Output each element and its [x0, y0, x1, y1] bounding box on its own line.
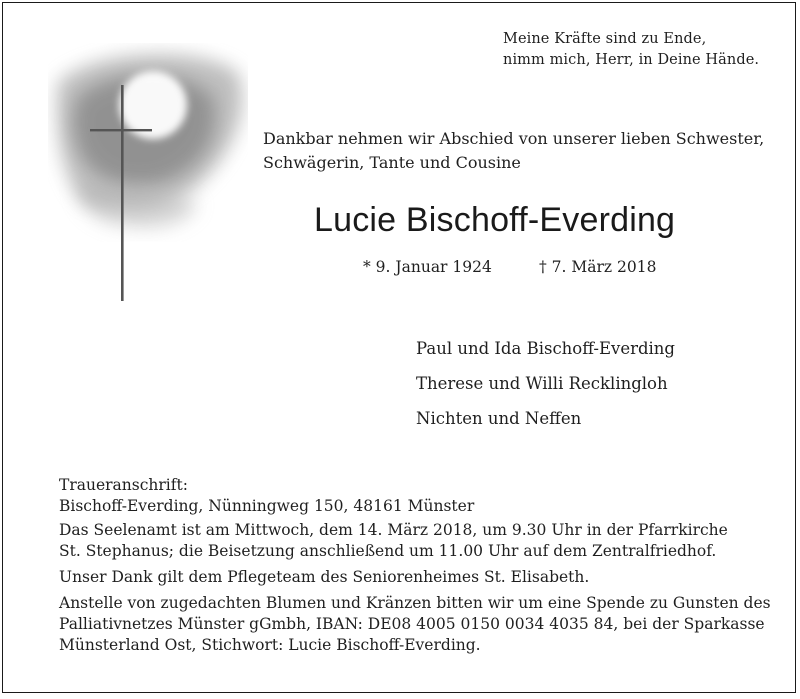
- mourner-1: Paul und Ida Bischoff-Everding: [416, 339, 675, 358]
- notice-details: [59, 475, 771, 661]
- quote-line-2: nimm mich, Herr, in Deine Hände.: [503, 52, 760, 68]
- death-date: † 7. März 2018: [539, 258, 657, 276]
- address-value: Bischoff-Everding, Nünningweg 150, 48161 Münster: [59, 497, 475, 515]
- obituary-notice: [2, 2, 796, 693]
- intro-line-1: Dankbar nehmen wir Abschied von unserer lieben Schwester,: [263, 129, 765, 148]
- funeral-service-info: [59, 520, 759, 562]
- donation-request: [59, 593, 771, 656]
- mourner-2: Therese und Willi Recklingloh: [416, 374, 668, 393]
- service-line-2: St. Stephanus; die Beisetzung anschließend um 11.00 Uhr auf dem Zentralfriedhof.: [59, 542, 717, 560]
- address-block: [59, 475, 759, 517]
- donation-line-3: Münsterland Ost, Stichwort: Lucie Bischoff-Everding.: [59, 636, 481, 654]
- intro-line-2: Schwägerin, Tante und Cousine: [263, 153, 521, 172]
- donation-line-1: Anstelle von zugedachten Blumen und Kränzen bitten wir um eine Spende zu Gunsten des: [59, 594, 771, 612]
- thanks-note: Unser Dank gilt dem Pflegeteam des Seniorenheimes St. Elisabeth.: [59, 568, 590, 586]
- mourners-list: [416, 337, 675, 442]
- address-label: Traueranschrift:: [59, 476, 188, 494]
- donation-line-2: Palliativnetzes Münster gGmbh, IBAN: DE08 4005 0150 0034 4035 84, bei der Sparkasse: [59, 615, 765, 633]
- cross-emblem-icon: [48, 43, 248, 303]
- service-line-1: Das Seelenamt ist am Mittwoch, dem 14. März 2018, um 9.30 Uhr in der Pfarrkirche: [59, 521, 728, 539]
- intro-text: [263, 127, 764, 175]
- quote-line-1: Meine Kräfte sind zu Ende,: [503, 31, 707, 47]
- bible-quote: [503, 29, 759, 71]
- birth-date: * 9. Januar 1924: [363, 258, 492, 276]
- mourner-3: Nichten und Neffen: [416, 409, 582, 428]
- deceased-name: Lucie Bischoff-Everding: [314, 201, 676, 239]
